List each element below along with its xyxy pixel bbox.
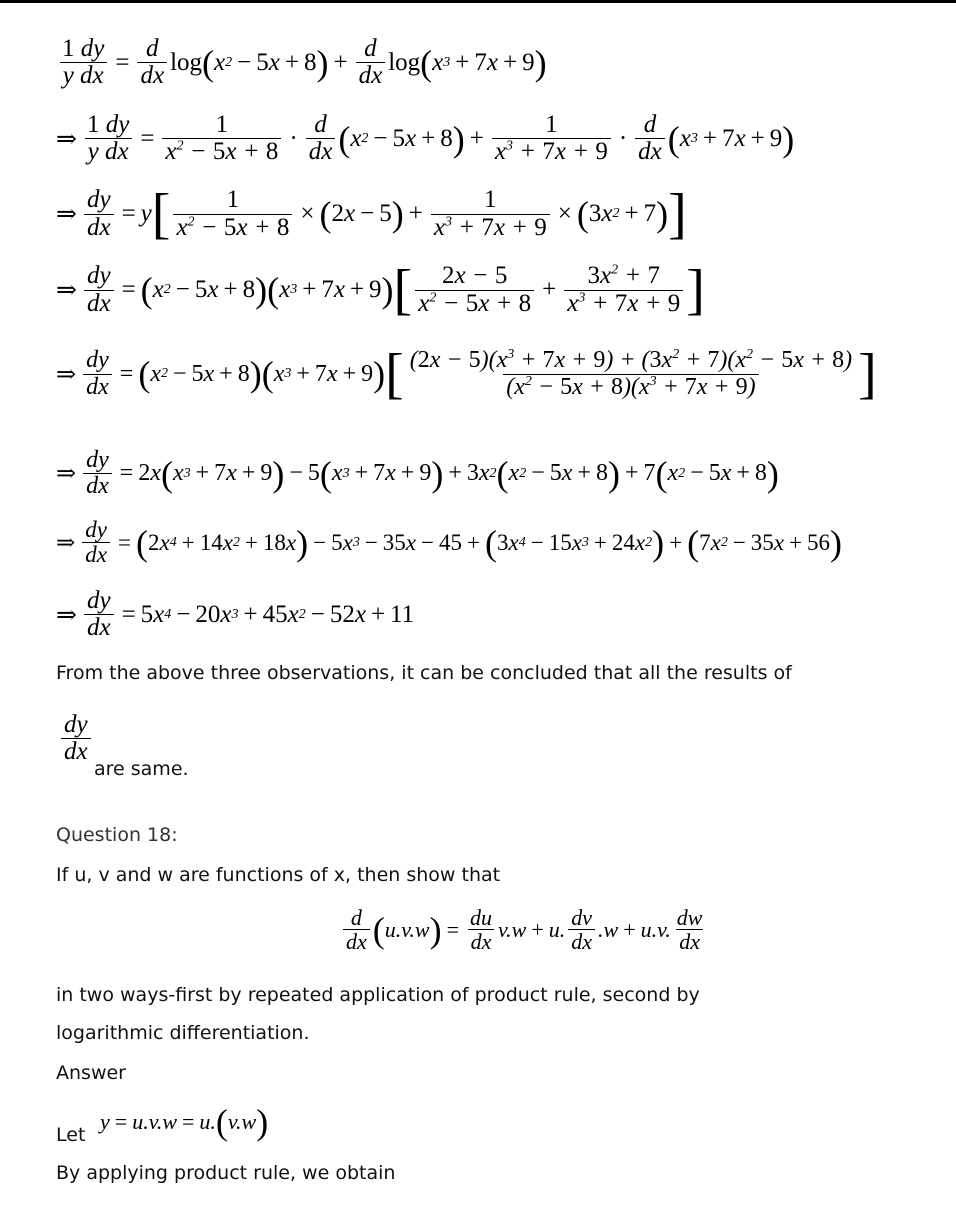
dy-dx-fraction: [58, 712, 94, 766]
let-formula: y = u.v.w = u. ( v.w ): [100, 1102, 269, 1142]
answer-heading: Answer: [56, 1062, 126, 1084]
question-statement: If u, v and w are functions of x, then show that: [56, 864, 501, 886]
equation-line-1: $\frac{1 dy}{\text{y dx}}$ = $\frac{d}{dx}$ log ( x 2 − 5 x + 8 ) + $\frac{d}{dx}$ log ( x 3 + 7 x + 9 ): [56, 36, 547, 90]
equation-line-7: ⇒ $\frac{dy}{dx}$ = ( 2 x 4 + 14 x 2 + 18 x ) − 5 x 3 − 35 x − 45 + ( 3 x 4 − 15 x 3 + 24 x 2 ) + ( 7 x 2 − 35 x + 56 ): [56, 517, 842, 568]
conclusion-text: From the above three observations, it can be concluded that all the results of: [56, 662, 792, 684]
equation-line-5: ⇒ $\frac{dy}{dx}$ = ( x 2 − 5 x + 8 ) ( x 3 + 7 x + 9 ) [ $\frac{(2x - 5)(x^3 + 7x + 9) + (3x^2 + 7)(x^2 - 5x + 8)}{(x^2 - 5x + 8)(x^3 + 7x + 9)}$ ]: [56, 343, 877, 405]
equation-line-8: ⇒ $\frac{dy}{dx}$ = 5 x 4 − 20 x 3 + 45 x 2 − 52 x + 11: [56, 587, 415, 642]
question-text-b: logarithmic differentiation.: [56, 1022, 310, 1044]
let-word: Let: [56, 1124, 86, 1146]
question-text-a: in two ways-first by repeated application of product rule, second by: [56, 984, 700, 1006]
equation-line-2: ⇒ $\frac{1 dy}{\text{y dx}}$ = $\frac{1}{x^2 - 5x + 8}$ · $\frac{d}{dx}$ ( x 2 − 5 x + 8 ) + $\frac{1}{x^3 + 7x + 9}$ · $\frac{d}{dx}$ ( x 3 + 7 x + 9 ): [56, 111, 795, 166]
equation-line-4: ⇒ $\frac{dy}{dx}$ = ( x 2 − 5 x + 8 ) ( x 3 + 7 x + 9 ) [ $\frac{2x - 5}{x^2 - 5x + 8}$ + $\frac{3x^2 + 7}{x^3 + 7x + 9}$ ]: [56, 259, 705, 321]
equation-line-6: ⇒ $\frac{dy}{dx}$ = 2 x ( x 3 + 7 x + 9 ) − 5 ( x 3 + 7 x + 9 ) + 3 x 2 ( x 2 − 5 x + 8 ) + 7 ( x 2 − 5 x + 8 ): [56, 447, 779, 500]
frac-num: dy: [64, 711, 88, 738]
equation-line-3: ⇒ $\frac{dy}{dx}$ = y [ $\frac{1}{x^2 - 5x + 8}$ × ( 2 x − 5 ) + $\frac{1}{x^3 + 7x + 9}$ × ( 3 x 2 + 7 ) ]: [56, 183, 687, 245]
frac-den: dx: [61, 738, 91, 765]
product-rule-text: By applying product rule, we obtain: [56, 1162, 396, 1184]
top-border: [0, 0, 956, 3]
question-formula: $\frac{d}{dx}$ ( u.v.w ) = $\frac{du}{dx}$ v.w + u. $\frac{dv}{dx}$ .w + u.v. $\frac{dw}{dx}$: [340, 906, 708, 953]
conclusion-tail: are same.: [94, 758, 189, 780]
question-heading: Question 18:: [56, 824, 178, 846]
